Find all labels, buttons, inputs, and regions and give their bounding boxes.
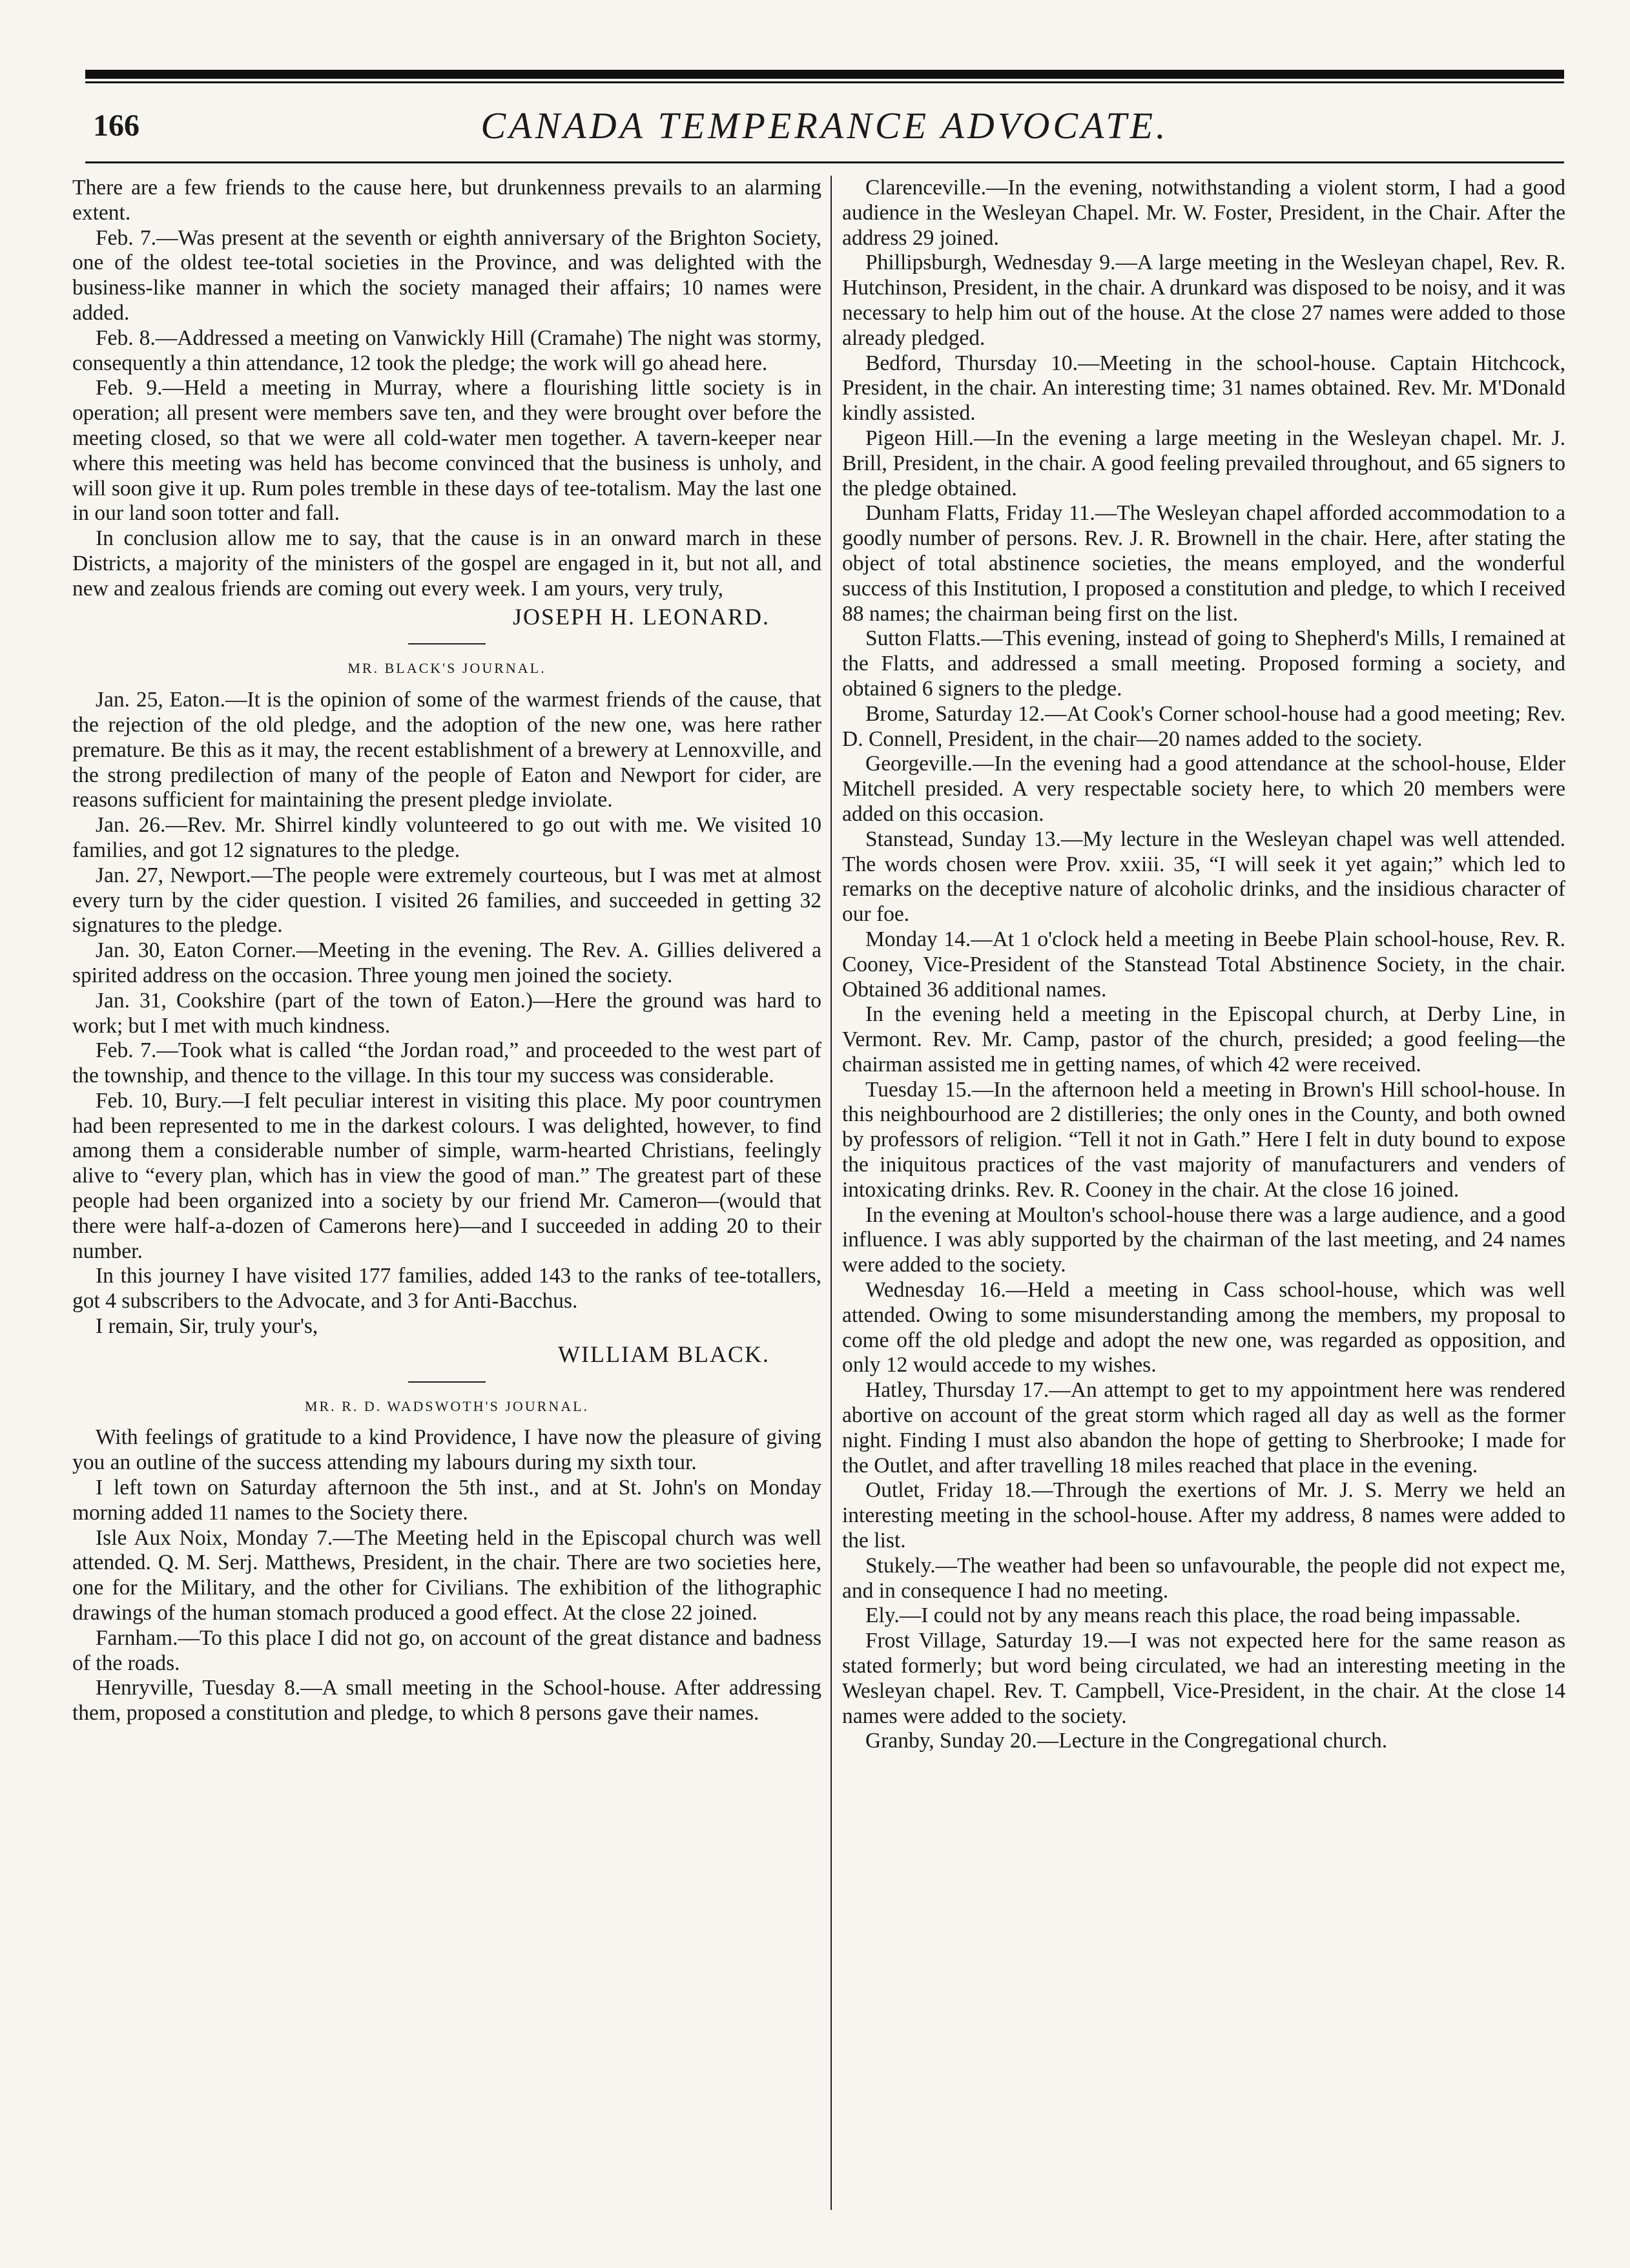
section-divider — [408, 643, 486, 644]
column-divider — [830, 176, 832, 2210]
paragraph: Tuesday 15.—In the afternoon held a meeting in Brown's Hill school-house. In this neighbourhood are 2 distilleries; the only ones in the County, and both owned by professors of religion. “Tell it not in Gath.” Here I felt in duty bound to expose the iniquitous practices of the vast majority of manufacturers and venders of intoxicating drinks. Rev. R. Cooney in the chair. At the close 16 joined. — [842, 1077, 1565, 1202]
paragraph: Jan. 30, Eaton Corner.—Meeting in the evening. The Rev. A. Gillies delivered a spirited address on the occasion. Three young men joined the society. — [72, 938, 821, 987]
section-divider — [408, 1381, 486, 1383]
right-column — [842, 176, 1565, 2229]
paragraph: In conclusion allow me to say, that the cause is in an onward march in these Districts, a majority of the ministers of the gospel are engaged in it, but not all, and new and zealous friends are coming out every week. I am yours, very truly, — [72, 526, 821, 601]
paragraph: Henryville, Tuesday 8.—A small meeting in the School-house. After addressing them, proposed a constitution and pledge, to which 8 persons gave their names. — [72, 1676, 821, 1726]
signature-leonard: JOSEPH H. LEONARD. — [512, 603, 770, 630]
paragraph: Jan. 31, Cookshire (part of the town of Eaton.)—Here the ground was hard to work; but I met with much kindness. — [72, 988, 821, 1038]
paragraph: Stukely.—The weather had been so unfavourable, the people did not expect me, and in consequence I had no meeting. — [842, 1553, 1565, 1603]
paragraph: Feb. 9.—Held a meeting in Murray, where a flourishing little society is in operation; all present were members save ten, and they were brought over before the meeting closed, so that we were all cold-water men together. A tavern-keeper near where this meeting was held has become convinced that the business is unholy, and will soon give it up. Rum poles tremble in these days of tee-totalism. May the last one in our land soon totter and fall. — [72, 376, 821, 526]
paragraph: Ely.—I could not by any means reach this place, the road being impassable. — [865, 1603, 1521, 1628]
page-number: 166 — [93, 108, 139, 143]
paragraph: Jan. 25, Eaton.—It is the opinion of some of the warmest friends of the cause, that the rejection of the old pledge, and the adoption of the new one, was here rather premature. Be this as it may, the recent establishment of a brewery at Lennoxville, and the strong predilection of many of the people of Eaton and Newport for cider, are reasons sufficient for maintaining the present pledge inviolate. — [72, 688, 821, 812]
paragraph: Feb. 8.—Addressed a meeting on Vanwickly Hill (Cramahe) The night was stormy, consequently a thin attendance, 12 took the pledge; the work will go ahead here. — [72, 325, 821, 375]
left-column — [72, 176, 821, 2229]
top-rule-thin — [85, 81, 1564, 83]
paragraph: Sutton Flatts.—This evening, instead of going to Shepherd's Mills, I remained at the Flatts, and addressed a small meeting. Proposed forming a society, and obtained 6 signers to the pledge. — [842, 626, 1565, 701]
top-rule — [85, 70, 1564, 79]
paragraph: Georgeville.—In the evening had a good attendance at the school-house, Elder Mitchell presided. A very respectable society here, to which 20 members were added on this occasion. — [842, 752, 1565, 826]
journal-heading-black: MR. BLACK'S JOURNAL. — [347, 660, 546, 677]
paragraph: Feb. 7.—Was present at the seventh or eighth anniversary of the Brighton Society, one of the oldest tee-total societies in the Province, and was delighted with the business-like manner in which the society managed their affairs; 10 names were added. — [72, 225, 821, 325]
paragraph: Monday 14.—At 1 o'clock held a meeting in Beebe Plain school-house, Rev. R. Cooney, Vice-President of the Stanstead Total Abstinence Society, in the chair. Obtained 36 additional names. — [842, 927, 1565, 1002]
paragraph: Frost Village, Saturday 19.—I was not expected here for the same reason as stated formerly; but word being circulated, we had an interesting meeting in the Wesleyan chapel. Rev. T. Campbell, Vice-President, in the chair. At the close 14 names were added to the society. — [842, 1629, 1565, 1728]
paragraph: I left town on Saturday afternoon the 5th inst., and at St. John's on Monday morning added 11 names to the Society there. — [72, 1476, 821, 1525]
paragraph: In the evening at Moulton's school-house there was a large audience, and a good influence. I was ably supported by the chairman of the last meeting, and 24 names were added to the society. — [842, 1202, 1565, 1277]
page-header — [85, 103, 1564, 155]
paragraph: Bedford, Thursday 10.—Meeting in the school-house. Captain Hitchcock, President, in the chair. An interesting time; 31 names obtained. Rev. Mr. M'Donald kindly assisted. — [842, 351, 1565, 426]
paragraph: Stanstead, Sunday 13.—My lecture in the Wesleyan chapel was well attended. The words chosen were Prov. xxiii. 35, “I will seek it yet again;” which led to remarks on the deceptive nature of alcoholic drinks, and the insidious character of our foe. — [842, 827, 1565, 927]
paragraph: Outlet, Friday 18.—Through the exertions of Mr. J. S. Merry we held an interesting meeting in the school-house. After my address, 8 names were added to the list. — [842, 1478, 1565, 1553]
paragraph: In this journey I have visited 177 families, added 143 to the ranks of tee-totallers, got 4 subscribers to the Advocate, and 3 for Anti-Bacchus. — [72, 1264, 821, 1314]
paragraph: In the evening held a meeting in the Episcopal church, at Derby Line, in Vermont. Rev. Mr. Camp, pastor of the church, presided; a good feeling—the chairman assisted me in getting names, of which 42 were received. — [842, 1002, 1565, 1077]
paragraph: Feb. 7.—Took what is called “the Jordan road,” and proceeded to the west part of the township, and thence to the village. In this tour my success was considerable. — [72, 1038, 821, 1088]
paragraph: Wednesday 16.—Held a meeting in Cass school-house, which was well attended. Owing to some misunderstanding among the members, my proposal to come off the old pledge and adopt the new one, was regarded as opposition, and only 12 would accede to my wishes. — [842, 1278, 1565, 1377]
paragraph: Jan. 27, Newport.—The people were extremely courteous, but I was met at almost every turn by the cider question. I visited 26 families, and succeeded in getting 32 signatures to the pledge. — [72, 863, 821, 938]
signature-black: WILLIAM BLACK. — [558, 1341, 770, 1367]
paragraph: Pigeon Hill.—In the evening a large meeting in the Wesleyan chapel. Mr. J. Brill, President, in the chair. A good feeling prevailed throughout, and 65 signers to the pledge obtained. — [842, 426, 1565, 500]
paragraph: I remain, Sir, truly your's, — [96, 1314, 318, 1339]
paragraph: Farnham.—To this place I did not go, on account of the great distance and badness of the roads. — [72, 1625, 821, 1675]
paragraph: Brome, Saturday 12.—At Cook's Corner school-house had a good meeting; Rev. D. Connell, President, in the chair—20 names added to the society. — [842, 701, 1565, 751]
paragraph: Dunham Flatts, Friday 11.—The Wesleyan chapel afforded accommodation to a goodly number of persons. Rev. J. R. Brownell in the chair. Here, after stating the object of total abstinence societies, the means employed, and the wonderful success of this Institution, I proposed a constitution and pledge, to which I received 88 names; the chairman being first on the list. — [842, 501, 1565, 626]
paragraph: Granby, Sunday 20.—Lecture in the Congregational church. — [865, 1729, 1388, 1753]
paragraph: Hatley, Thursday 17.—An attempt to get to my appointment here was rendered abortive on account of the great storm which raged all day as well as the former night. Finding I must also abandon the hope of getting to Sherbrooke; I made for the Outlet, and after travelling 18 miles reached that place in the evening. — [842, 1378, 1565, 1478]
paragraph: Isle Aux Noix, Monday 7.—The Meeting held in the Episcopal church was well attended. Q. M. Serj. Matthews, President, in the chair. There are two societies here, one for the Military, and the other for Civilians. The exhibition of the lithographic drawings of the human stomach produced a good effect. At the close 22 joined. — [72, 1525, 821, 1625]
header-rule — [85, 161, 1564, 163]
masthead-title: CANADA TEMPERANCE ADVOCATE. — [480, 105, 1169, 147]
paragraph: Phillipsburgh, Wednesday 9.—A large meeting in the Wesleyan chapel, Rev. R. Hutchinson, President, in the chair. A drunkard was disposed to be noisy, and it was necessary to help him out of the house. At the close 27 names were added to those already pledged. — [842, 251, 1565, 350]
paragraph: Clarenceville.—In the evening, notwithstanding a violent storm, I had a good audience in the Wesleyan Chapel. Mr. W. Foster, President, in the Chair. After the address 29 joined. — [842, 176, 1565, 250]
journal-heading-wadswoth: MR. R. D. WADSWOTH'S JOURNAL. — [304, 1397, 590, 1414]
paragraph: Jan. 26.—Rev. Mr. Shirrel kindly volunteered to go out with me. We visited 10 families, and got 12 signatures to the pledge. — [72, 813, 821, 862]
paragraph: Feb. 10, Bury.—I felt peculiar interest in visiting this place. My poor countrymen had been represented to me in the darkest colours. I was delighted, however, to find among them a considerable number of simple, warm-hearted Christians, feelingly alive to “every plan, which has in view the good of man.” The greatest part of these people had been organized into a society by our friend Mr. Cameron—(would that there were half-a-dozen of Camerons here)—and I succeeded in adding 20 to their number. — [72, 1088, 821, 1263]
paragraph: With feelings of gratitude to a kind Providence, I have now the pleasure of giving you an outline of the success attending my labours during my sixth tour. — [72, 1425, 821, 1475]
paragraph: There are a few friends to the cause here, but drunkenness prevails to an alarming extent. — [72, 176, 821, 225]
